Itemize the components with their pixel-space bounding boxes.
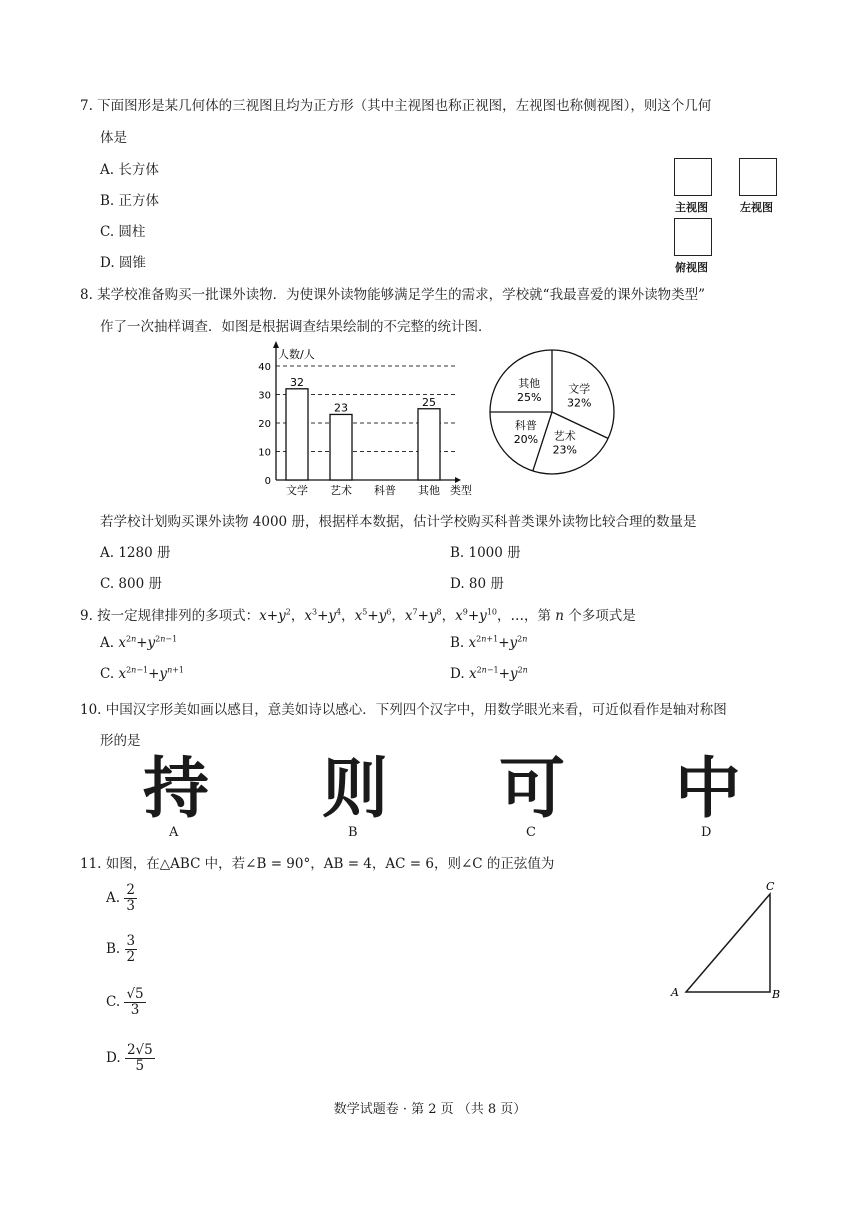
pie-slice-label: 文学 <box>568 382 591 396</box>
q8-option-a: A. 1280 册 <box>100 545 171 561</box>
y-tick-label: 20 <box>258 419 271 430</box>
char-option-d: 中 <box>675 750 741 827</box>
q9-option-d: D. $x^{2n-1}+y^{2n}$ <box>450 665 528 682</box>
char-letter-b: B <box>348 825 358 840</box>
x-axis-arrow <box>455 477 461 483</box>
q8-option-c: C. 800 册 <box>100 576 162 592</box>
q11-option-b: B. $\frac{3}{2}$ <box>106 933 136 965</box>
page-footer: 数学试题卷 · 第 2 页 （共 8 页） <box>333 1102 527 1117</box>
q11-option-d: D. $\frac{2√5}{5}$ <box>106 1042 153 1074</box>
category-label: 文学 <box>286 484 308 497</box>
triangle-abc <box>686 894 770 992</box>
left-view-label: 左视图 <box>740 201 773 214</box>
front-view-label: 主视图 <box>675 201 708 214</box>
bar-data-label: 32 <box>290 375 304 389</box>
top-view-label: 俯视图 <box>675 261 708 274</box>
y-axis-label: 人数/人 <box>278 348 315 361</box>
pie-slice-percent: 23% <box>552 443 578 457</box>
bar-data-label: 23 <box>334 401 348 415</box>
pie-slice-label: 艺术 <box>553 429 576 443</box>
q8-option-d: D. 80 册 <box>450 576 504 592</box>
top-view-square <box>674 218 712 256</box>
left-view-square <box>739 158 777 196</box>
q8-stem-line2: 作了一次抽样调查．如图是根据调查结果绘制的不完整的统计图． <box>100 319 492 335</box>
q8-option-b: B. 1000 册 <box>450 545 521 561</box>
q9-option-a: A. $x^{2n}+y^{2n-1}$ <box>100 634 178 651</box>
y-tick-label: 40 <box>258 362 271 373</box>
q9-option-b: B. $x^{2n+1}+y^{2n}$ <box>450 634 528 651</box>
x-axis-label: 类型 <box>450 484 472 497</box>
q8-statistics-figure <box>240 340 640 500</box>
front-view-square <box>674 158 712 196</box>
q7-stem-line2: 体是 <box>100 130 127 146</box>
bar-data-label: 25 <box>422 395 436 409</box>
category-label: 其他 <box>418 484 440 497</box>
q9-stem-prefix: 9. 按一定规律排列的多项式： <box>80 608 260 624</box>
q9-stem-n: n <box>555 608 564 624</box>
q11-triangle-figure <box>668 876 788 1002</box>
category-label: 科普 <box>374 484 396 497</box>
q7-option-d: D. 圆锥 <box>100 255 146 271</box>
q9-stem: 9. 按一定规律排列的多项式：$x+y^2$，$x^3+y^4$，$x^5+y^6$，$x^7+y^8$，$x^9+y^{10}$，…，第 n 个多项式是 <box>80 607 636 624</box>
char-letter-d: D <box>701 825 712 840</box>
q11-option-c: C. $\frac{√5}{3}$ <box>106 986 144 1018</box>
q10-stem-line2: 形的是 <box>100 733 141 749</box>
q7-option-a: A. 长方体 <box>100 162 159 178</box>
y-tick-label: 10 <box>258 447 271 459</box>
q11-stem: 11. 如图，在△ABC 中，若∠B = 90°，AB = 4，AC = 6，则∠C 的正弦值为 <box>80 856 555 872</box>
vertex-b-label: B <box>772 988 781 1001</box>
vertex-a-label: A <box>671 986 679 999</box>
q11-option-a: A. $\frac{2}{3}$ <box>106 882 135 914</box>
q8-stem-line1: 8. 某学校准备购买一批课外读物．为使课外读物能够满足学生的需求，学校就“我最喜爱的课外读物类型” <box>80 287 705 303</box>
category-label: 艺术 <box>330 484 352 497</box>
q9-stem-end: 个多项式是 <box>568 608 636 624</box>
char-letter-a: A <box>169 825 179 840</box>
pie-chart <box>490 350 614 474</box>
y-tick-label: 0 <box>264 476 271 487</box>
char-option-a: 持 <box>143 750 209 827</box>
pie-slice-label: 其他 <box>518 377 541 391</box>
pie-slice-percent: 25% <box>516 391 542 405</box>
y-tick-label: 30 <box>258 390 271 402</box>
q7-option-b: B. 正方体 <box>100 193 160 209</box>
q7-option-c: C. 圆柱 <box>100 224 146 240</box>
pie-slice-percent: 20% <box>513 432 539 446</box>
vertex-c-label: C <box>766 880 775 893</box>
char-option-c: 可 <box>499 750 565 827</box>
q10-stem-line1: 10. 中国汉字形美如画以感目，意美如诗以感心．下列四个汉字中，用数学眼光来看，可近似看作是轴对称图 <box>80 702 727 718</box>
char-letter-c: C <box>526 825 536 840</box>
q7-stem-line1: 7. 下面图形是某几何体的三视图且均为正方形（其中主视图也称正视图，左视图也称侧视图），则这个几何 <box>80 98 712 114</box>
char-option-b: 则 <box>322 750 388 827</box>
pie-slice-label: 科普 <box>514 418 537 432</box>
q9-stem-suffix: ，…，第 <box>497 608 551 624</box>
bar-chart <box>258 341 472 497</box>
bar <box>286 389 308 480</box>
q8-question: 若学校计划购买课外读物 4000 册，根据样本数据，估计学校购买科普类课外读物比较合理的数量是 <box>100 514 697 530</box>
bar <box>418 409 440 480</box>
bar <box>330 414 352 480</box>
y-axis-arrow <box>273 341 279 348</box>
pie-slice-percent: 32% <box>566 396 592 410</box>
q9-option-c: C. $x^{2n-1}+y^{n+1}$ <box>100 665 185 682</box>
